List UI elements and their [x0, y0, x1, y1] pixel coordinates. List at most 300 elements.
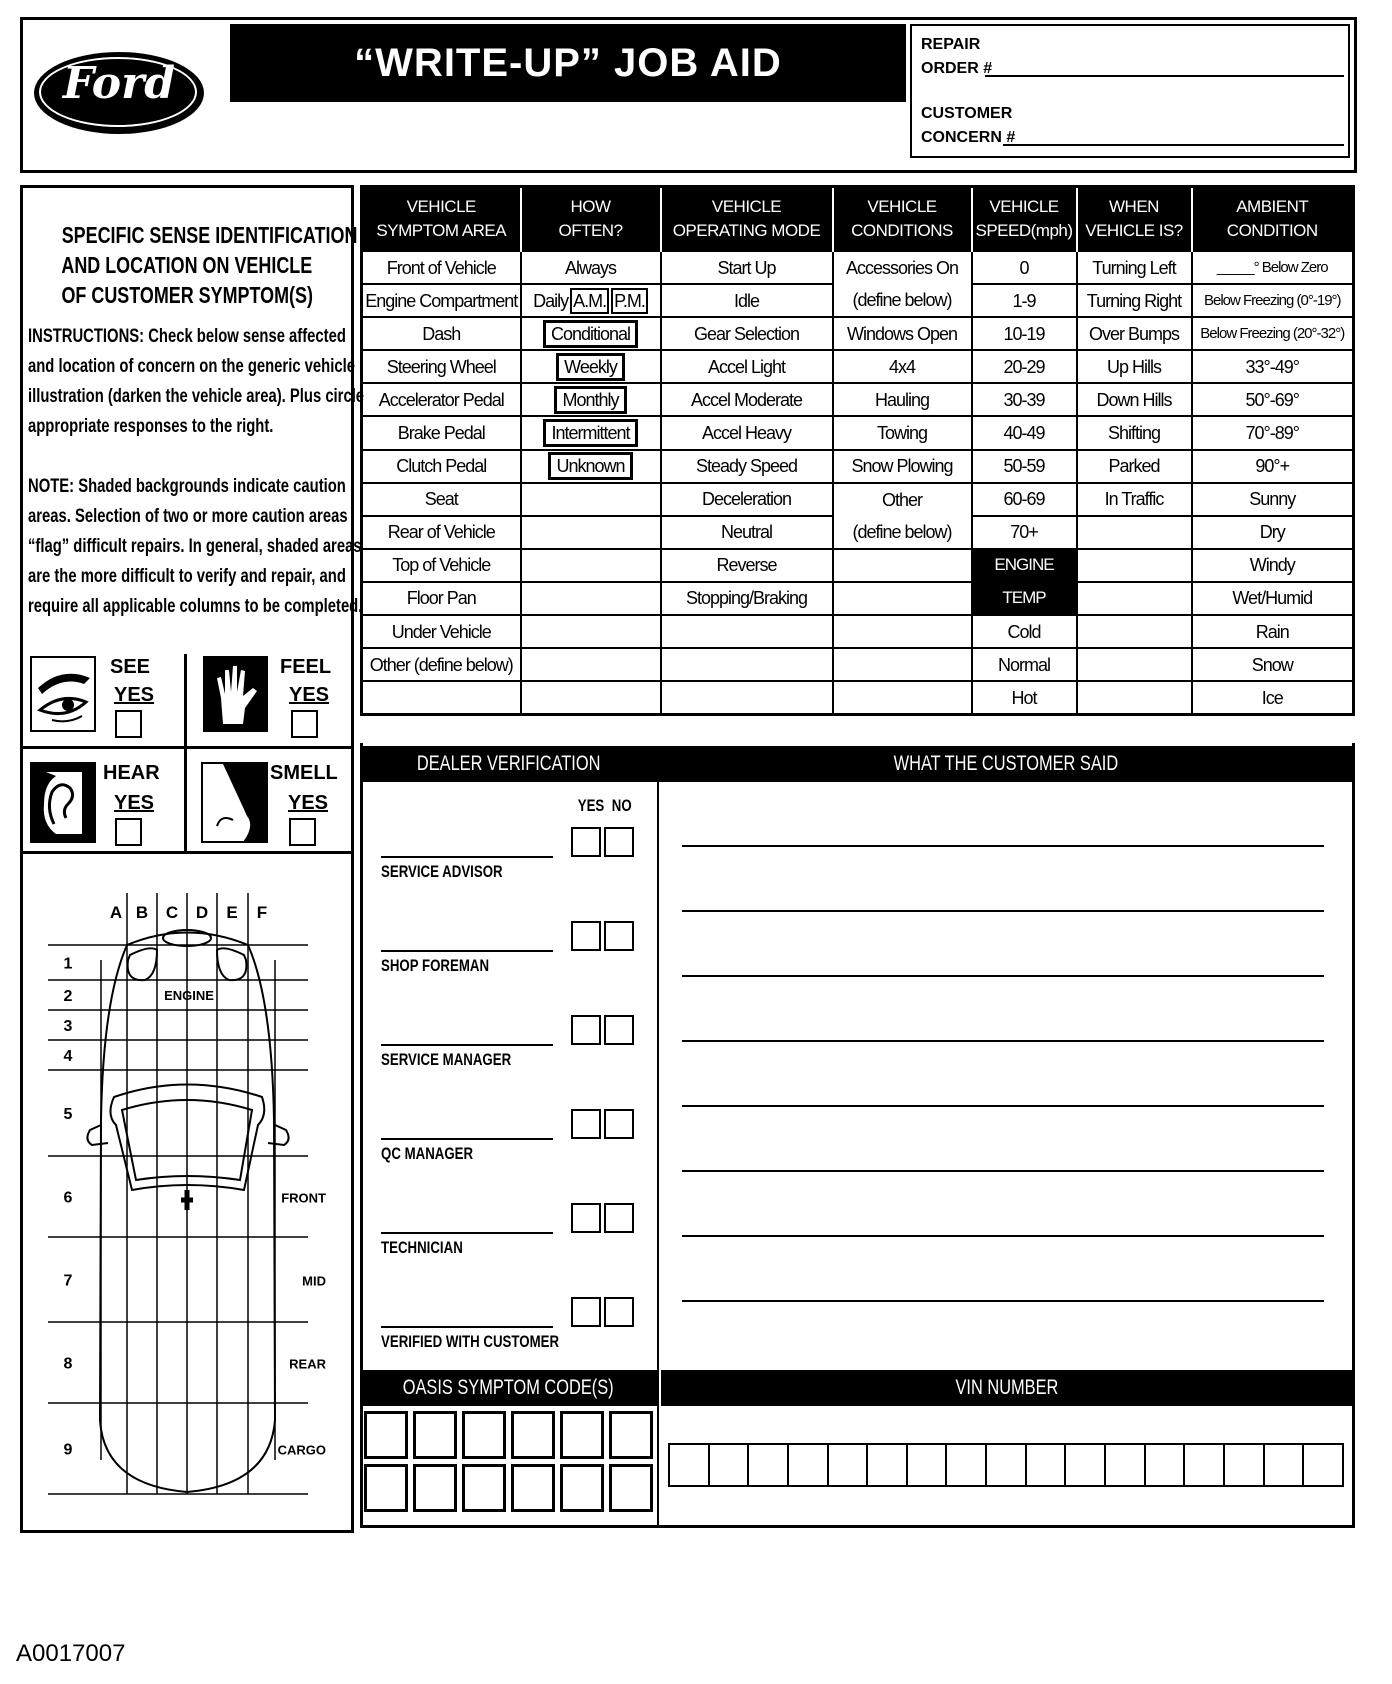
ambient-condition-option[interactable]	[1192, 549, 1354, 582]
vehicle-condition-option[interactable]	[833, 383, 972, 416]
ambient-condition-option[interactable]	[1192, 383, 1354, 416]
operating-mode-option[interactable]	[661, 516, 833, 549]
cell-text: Normal	[997, 654, 1050, 675]
oasis-code-box[interactable]	[560, 1464, 604, 1512]
cell-text: Up Hills	[1106, 356, 1161, 377]
frequency-box[interactable]: Monthly	[554, 386, 626, 414]
grid-row-label: 8	[63, 1355, 73, 1373]
symptom-area-option[interactable]	[362, 317, 521, 350]
vehicle-speed-option[interactable]	[972, 284, 1077, 317]
cell-text: Start Up	[717, 257, 776, 278]
symptom-area-option[interactable]	[362, 582, 521, 615]
symptom-area-option[interactable]	[362, 450, 521, 483]
table-row	[362, 350, 1354, 383]
sense-label-smell: SMELL	[270, 762, 338, 784]
symptom-area-option[interactable]	[362, 251, 521, 284]
symptom-area-option[interactable]	[362, 516, 521, 549]
symptom-area-option[interactable]	[362, 648, 521, 681]
cell-text: Rear of Vehicle	[387, 522, 495, 543]
cell-text: TEMP	[1002, 588, 1046, 608]
panel-title-line: SPECIFIC SENSE IDENTIFICATION	[61, 222, 358, 248]
column-header	[521, 187, 661, 252]
column-header-line: OFTEN?	[558, 221, 623, 240]
note-line: are the more difficult to verify and repair, and	[28, 566, 346, 587]
ambient-condition-option[interactable]	[1192, 648, 1354, 681]
engine-label: ENGINE	[164, 988, 214, 1003]
ambient-condition-option[interactable]	[1192, 317, 1354, 350]
when-vehicle-is-option[interactable]	[1077, 251, 1192, 284]
cell-text: Always	[564, 257, 616, 278]
cell-text: Cold	[1007, 621, 1041, 642]
customer-concern-field[interactable]	[1003, 144, 1344, 146]
verified-no-checkbox[interactable]	[604, 1203, 634, 1233]
cell-text: Engine Compartment	[365, 290, 518, 311]
table-row	[362, 416, 1354, 449]
cell-text: 30-39	[1003, 389, 1045, 410]
oasis-code-box[interactable]	[413, 1411, 457, 1459]
vin-char-box[interactable]	[866, 1443, 908, 1487]
cell-text: Neutral	[720, 522, 773, 543]
see-yes-label: YES	[114, 684, 155, 706]
vehicle-outline-icon	[87, 930, 288, 1492]
signature-line[interactable]	[381, 1232, 553, 1234]
how-often-option	[521, 615, 661, 648]
symptom-area-option[interactable]	[362, 483, 521, 516]
vin-char-box[interactable]	[906, 1443, 948, 1487]
vehicle-condition-option	[833, 582, 972, 615]
when-vehicle-is-option	[1077, 549, 1192, 582]
role-label: TECHNICIAN	[381, 1238, 463, 1257]
oasis-code-box[interactable]	[364, 1411, 408, 1459]
operating-mode-option[interactable]	[661, 450, 833, 483]
grid-row-label: 1	[63, 955, 73, 973]
cell-text: 20-29	[1003, 356, 1045, 377]
oasis-code-box[interactable]	[609, 1411, 653, 1459]
operating-mode-option[interactable]	[661, 284, 833, 317]
column-header	[972, 187, 1077, 252]
feel-yes-label: YES	[289, 684, 330, 706]
cell-text: (define below)	[852, 521, 952, 542]
vehicle-speed-option[interactable]	[972, 350, 1077, 383]
column-header-line: CONDITIONS	[851, 221, 953, 240]
operating-mode-option	[661, 681, 833, 715]
signature-line[interactable]	[381, 950, 553, 952]
symptom-area-option[interactable]	[362, 615, 521, 648]
grid-row-label: 9	[63, 1441, 73, 1459]
ambient-condition-option[interactable]	[1192, 350, 1354, 383]
cell-text: 1-9	[1012, 290, 1036, 311]
cell-text: Floor Pan	[406, 588, 476, 609]
page-title-text: “WRITE-UP” JOB AID	[354, 40, 782, 85]
operating-mode-option[interactable]	[661, 350, 833, 383]
frequency-box[interactable]: Conditional	[543, 320, 638, 348]
cell-text: Gear Selection	[693, 323, 800, 344]
oasis-code-boxes	[364, 1411, 656, 1512]
daily-option-pm[interactable]: P.M.	[611, 288, 648, 314]
verified-no-checkbox[interactable]	[604, 827, 634, 857]
how-often-option[interactable]	[521, 284, 661, 317]
how-often-option	[521, 681, 661, 715]
verified-yes-checkbox[interactable]	[571, 1203, 601, 1233]
vehicle-speed-option[interactable]	[972, 648, 1077, 681]
table-row	[362, 582, 1354, 615]
vin-char-box[interactable]	[668, 1443, 710, 1487]
cell-text: Down Hills	[1096, 389, 1172, 410]
table-row	[362, 450, 1354, 483]
symptom-table	[360, 185, 1355, 716]
vehicle-condition-option	[833, 615, 972, 648]
vehicle-speed-option[interactable]	[972, 681, 1077, 715]
vehicle-speed-option[interactable]	[972, 251, 1077, 284]
vehicle-condition-option[interactable]	[833, 350, 972, 383]
vin-char-box[interactable]	[747, 1443, 789, 1487]
vehicle-location-grid[interactable]	[0, 0, 365, 1530]
cell-text: Idle	[733, 290, 760, 311]
when-vehicle-is-option	[1077, 681, 1192, 715]
smell-yes-label: YES	[288, 792, 329, 814]
oasis-header: OASIS SYMPTOM CODE(S)	[360, 1370, 657, 1406]
cell-text: 70+	[1010, 522, 1038, 543]
how-often-option[interactable]	[521, 350, 661, 383]
cell-text: 10-19	[1003, 323, 1045, 344]
ambient-condition-option[interactable]	[1192, 483, 1354, 516]
column-header	[661, 187, 833, 252]
grid-column-label: A	[109, 903, 123, 922]
column-header-line: VEHICLE IS?	[1085, 221, 1183, 240]
column-header-line: WHEN	[1109, 197, 1159, 216]
vehicle-speed-option[interactable]	[972, 516, 1077, 549]
how-often-option[interactable]	[521, 383, 661, 416]
customer-said-line[interactable]	[682, 910, 1324, 912]
note-line: areas. Selection of two or more caution areas	[28, 506, 348, 527]
how-often-option[interactable]	[521, 251, 661, 284]
verified-yes-checkbox[interactable]	[571, 1109, 601, 1139]
column-header	[1192, 187, 1354, 252]
table-row	[362, 284, 1354, 317]
cell-text: Ice	[1261, 687, 1283, 708]
how-often-option[interactable]	[521, 416, 661, 449]
sense-label-hear: HEAR	[103, 762, 160, 784]
vehicle-speed-option[interactable]	[972, 383, 1077, 416]
column-header-line: AMBIENT	[1236, 197, 1309, 216]
cell-text: 90°+	[1255, 456, 1290, 477]
vehicle-speed-option[interactable]	[972, 549, 1077, 582]
cell-text: Turning Left	[1092, 257, 1176, 278]
vehicle-speed-option[interactable]	[972, 416, 1077, 449]
customer-label: CUSTOMER	[921, 105, 1013, 122]
operating-mode-option[interactable]	[661, 317, 833, 350]
frequency-box[interactable]: Unknown	[548, 452, 632, 480]
column-header-line: OPERATING MODE	[672, 221, 821, 240]
how-often-option	[521, 648, 661, 681]
column-header-line: VEHICLE	[711, 197, 782, 216]
vehicle-speed-option[interactable]	[972, 582, 1077, 615]
oasis-code-box[interactable]	[364, 1464, 408, 1512]
grid-column-label: D	[195, 903, 209, 922]
cell-text: ENGINE	[994, 555, 1054, 575]
grid-column-label: E	[226, 903, 238, 922]
vehicle-condition-option	[833, 549, 972, 582]
verified-no-checkbox[interactable]	[604, 1297, 634, 1327]
cell-text: 70°-89°	[1245, 423, 1299, 444]
table-row	[362, 681, 1354, 715]
role-label: QC MANAGER	[381, 1144, 474, 1163]
grid-row-label: 3	[63, 1018, 73, 1035]
vehicle-condition-option[interactable]	[833, 416, 972, 449]
cell-text: 4x4	[888, 356, 916, 377]
grid-row-label: 5	[63, 1106, 73, 1123]
cell-text: Snow Plowing	[851, 456, 953, 477]
when-vehicle-is-option[interactable]	[1077, 350, 1192, 383]
customer-said-line[interactable]	[682, 975, 1324, 977]
vehicle-condition-option[interactable]	[833, 450, 972, 483]
ambient-condition-option[interactable]	[1192, 450, 1354, 483]
cell-text: Windows Open	[846, 323, 958, 344]
zone-label-cargo: CARGO	[277, 1442, 326, 1458]
cell-text: 50-59	[1003, 456, 1045, 477]
operating-mode-option[interactable]	[661, 416, 833, 449]
cell-text: Reverse	[716, 555, 777, 576]
grid-row-label: 4	[63, 1048, 73, 1065]
cell-text: Under Vehicle	[391, 621, 491, 642]
column-header-line: VEHICLE	[867, 197, 937, 216]
note-line: “flag” difficult repairs. In general, shaded areas	[28, 536, 362, 557]
when-vehicle-is-option	[1077, 516, 1192, 549]
vehicle-condition-option[interactable]	[833, 483, 972, 516]
vin-boxes	[670, 1443, 1344, 1487]
verified-yes-checkbox[interactable]	[571, 921, 601, 951]
document-id: A0017007	[16, 1640, 126, 1667]
column-header	[833, 187, 972, 252]
role-label: SERVICE ADVISOR	[381, 862, 503, 881]
cell-text: Accelerator Pedal	[378, 389, 504, 410]
when-vehicle-is-option	[1077, 615, 1192, 648]
vehicle-condition-option[interactable]	[833, 516, 972, 549]
operating-mode-option[interactable]	[661, 549, 833, 582]
vin-char-box[interactable]	[708, 1443, 750, 1487]
when-vehicle-is-option[interactable]	[1077, 483, 1192, 516]
when-vehicle-is-option[interactable]	[1077, 416, 1192, 449]
vin-char-box[interactable]	[945, 1443, 987, 1487]
cell-text: (define below)	[852, 290, 952, 311]
ambient-condition-option[interactable]	[1192, 615, 1354, 648]
table-row	[362, 317, 1354, 350]
vehicle-condition-option	[833, 648, 972, 681]
oasis-code-box[interactable]	[609, 1464, 653, 1512]
vehicle-speed-option[interactable]	[972, 483, 1077, 516]
cell-text: 50°-69°	[1245, 389, 1299, 410]
zone-label-rear: REAR	[289, 1356, 326, 1372]
vehicle-condition-option[interactable]	[833, 251, 972, 284]
customer-said-line[interactable]	[682, 1170, 1324, 1172]
cell-text: Clutch Pedal	[396, 456, 487, 477]
section-divider	[657, 746, 659, 1526]
ambient-condition-option[interactable]	[1192, 284, 1354, 317]
column-header-line: CONDITION	[1226, 221, 1318, 240]
grid-column-label: C	[165, 903, 179, 922]
cell-text: Over Bumps	[1088, 323, 1180, 344]
instructions-line: INSTRUCTIONS: Check below sense affected	[28, 326, 346, 347]
cell-text: Other (define below)	[369, 654, 513, 675]
signature-line[interactable]	[381, 856, 553, 858]
vin-char-box[interactable]	[985, 1443, 1027, 1487]
symptom-area-option[interactable]	[362, 416, 521, 449]
customer-said-line[interactable]	[682, 1040, 1324, 1042]
vin-char-box[interactable]	[1223, 1443, 1265, 1487]
cell-text: Brake Pedal	[397, 423, 485, 444]
oasis-code-box[interactable]	[462, 1464, 506, 1512]
customer-said-line[interactable]	[682, 845, 1324, 847]
vehicle-condition-option[interactable]	[833, 317, 972, 350]
how-often-option	[521, 516, 661, 549]
operating-mode-option	[661, 615, 833, 648]
symptom-area-option[interactable]	[362, 383, 521, 416]
operating-mode-option[interactable]	[661, 383, 833, 416]
operating-mode-option[interactable]	[661, 251, 833, 284]
frequency-box[interactable]: Weekly	[556, 353, 625, 381]
repair-label: REPAIR	[921, 36, 981, 53]
vin-char-box[interactable]	[1104, 1443, 1146, 1487]
grid-row-label: 7	[63, 1272, 73, 1290]
cell-text: Parked	[1108, 456, 1160, 477]
table-row	[362, 483, 1354, 516]
vin-char-box[interactable]	[1064, 1443, 1106, 1487]
customer-said-line[interactable]	[682, 1235, 1324, 1237]
how-often-option[interactable]	[521, 450, 661, 483]
verified-no-checkbox[interactable]	[604, 1015, 634, 1045]
cell-text: Accel Light	[707, 356, 786, 377]
table-row	[362, 516, 1354, 549]
zone-label-mid: MID	[302, 1273, 326, 1289]
cell-text: Front of Vehicle	[386, 257, 496, 278]
when-vehicle-is-option[interactable]	[1077, 317, 1192, 350]
grid-row-label: 6	[63, 1189, 73, 1207]
symptom-area-option[interactable]	[362, 284, 521, 317]
no-column-label: NO	[611, 796, 632, 815]
oasis-code-box[interactable]	[511, 1411, 555, 1459]
grid-column-label: B	[135, 903, 149, 922]
vin-char-box[interactable]	[1263, 1443, 1305, 1487]
cell-text: _____° Below Zero	[1216, 258, 1328, 276]
vin-header: VIN NUMBER	[661, 1370, 1352, 1406]
cell-text: Wet/Humid	[1232, 588, 1313, 609]
grid-column-label: F	[256, 903, 268, 922]
when-vehicle-is-option[interactable]	[1077, 450, 1192, 483]
symptom-area-option	[362, 681, 521, 715]
when-vehicle-is-option[interactable]	[1077, 383, 1192, 416]
cell-text: In Traffic	[1104, 489, 1164, 510]
ambient-condition-option[interactable]	[1192, 681, 1354, 715]
cell-text: Steering Wheel	[386, 356, 496, 377]
vehicle-speed-option[interactable]	[972, 450, 1077, 483]
oasis-code-box[interactable]	[560, 1411, 604, 1459]
cell-text: 0	[1019, 257, 1029, 278]
customer-said-line[interactable]	[682, 1300, 1324, 1302]
cell-text: Towing	[876, 423, 928, 444]
ford-logo-text: Ford	[62, 58, 176, 109]
verified-yes-checkbox[interactable]	[571, 1015, 601, 1045]
cell-text: Snow	[1251, 654, 1293, 675]
signature-line[interactable]	[381, 1138, 553, 1140]
symptom-area-option[interactable]	[362, 549, 521, 582]
table-row	[362, 615, 1354, 648]
repair-order-field[interactable]	[985, 75, 1344, 77]
vin-char-box[interactable]	[1183, 1443, 1225, 1487]
verified-yes-checkbox[interactable]	[571, 1297, 601, 1327]
hear-yes-label: YES	[114, 792, 155, 814]
operating-mode-option[interactable]	[661, 483, 833, 516]
zone-label-front: FRONT	[281, 1190, 326, 1206]
vin-char-box[interactable]	[1144, 1443, 1186, 1487]
ambient-condition-option[interactable]	[1192, 582, 1354, 615]
cell-text: Shifting	[1107, 423, 1161, 444]
cell-text: Accel Moderate	[690, 389, 803, 410]
dealer-verification-header: DEALER VERIFICATION	[360, 746, 657, 782]
vin-char-box[interactable]	[827, 1443, 869, 1487]
order-label: ORDER #	[921, 60, 993, 77]
cell-text: Top of Vehicle	[392, 555, 491, 576]
role-label: SERVICE MANAGER	[381, 1050, 512, 1069]
when-vehicle-is-option[interactable]	[1077, 284, 1192, 317]
cell-text: Below Freezing (0°-19°)	[1203, 291, 1341, 309]
cell-text: 33°-49°	[1245, 356, 1299, 377]
oasis-code-box[interactable]	[413, 1464, 457, 1512]
cell-text: Dry	[1259, 522, 1285, 543]
vehicle-condition-option[interactable]	[833, 284, 972, 317]
oasis-code-box[interactable]	[462, 1411, 506, 1459]
ambient-condition-option[interactable]	[1192, 251, 1354, 284]
signature-line[interactable]	[381, 1326, 553, 1328]
frequency-box[interactable]: Intermittent	[543, 419, 637, 447]
how-often-option[interactable]	[521, 317, 661, 350]
when-vehicle-is-option	[1077, 582, 1192, 615]
cell-text: Hauling	[874, 389, 930, 410]
verified-no-checkbox[interactable]	[604, 921, 634, 951]
customer-said-line[interactable]	[682, 1105, 1324, 1107]
vin-char-box[interactable]	[1025, 1443, 1067, 1487]
table-row	[362, 383, 1354, 416]
symptom-area-option[interactable]	[362, 350, 521, 383]
cell-text: 60-69	[1003, 489, 1045, 510]
when-vehicle-is-option	[1077, 648, 1192, 681]
table-row	[362, 648, 1354, 681]
ambient-condition-option[interactable]	[1192, 516, 1354, 549]
concern-label: CONCERN #	[921, 129, 1016, 146]
instructions-line: appropriate responses to the right.	[28, 416, 274, 437]
operating-mode-option[interactable]	[661, 582, 833, 615]
verified-yes-checkbox[interactable]	[571, 827, 601, 857]
cell-text: Turning Right	[1086, 290, 1182, 311]
cell-text: Dash	[422, 323, 461, 344]
sense-label-feel: FEEL	[280, 656, 332, 678]
verified-no-checkbox[interactable]	[604, 1109, 634, 1139]
column-header-line: VEHICLE	[989, 197, 1059, 216]
cell-text: Sunny	[1249, 489, 1296, 510]
note-line: NOTE: Shaded backgrounds indicate caution	[28, 476, 346, 497]
center-cross-icon	[181, 1190, 193, 1210]
vin-char-box[interactable]	[1302, 1443, 1344, 1487]
ambient-condition-option[interactable]	[1192, 416, 1354, 449]
vehicle-speed-option[interactable]	[972, 615, 1077, 648]
vin-char-box[interactable]	[787, 1443, 829, 1487]
oasis-code-box[interactable]	[511, 1464, 555, 1512]
daily-option-am[interactable]: A.M.	[570, 288, 609, 314]
vehicle-speed-option[interactable]	[972, 317, 1077, 350]
column-header-line: SYMPTOM AREA	[376, 221, 507, 240]
column-header-line: VEHICLE	[406, 197, 476, 216]
table-row	[362, 251, 1354, 284]
signature-line[interactable]	[381, 1044, 553, 1046]
